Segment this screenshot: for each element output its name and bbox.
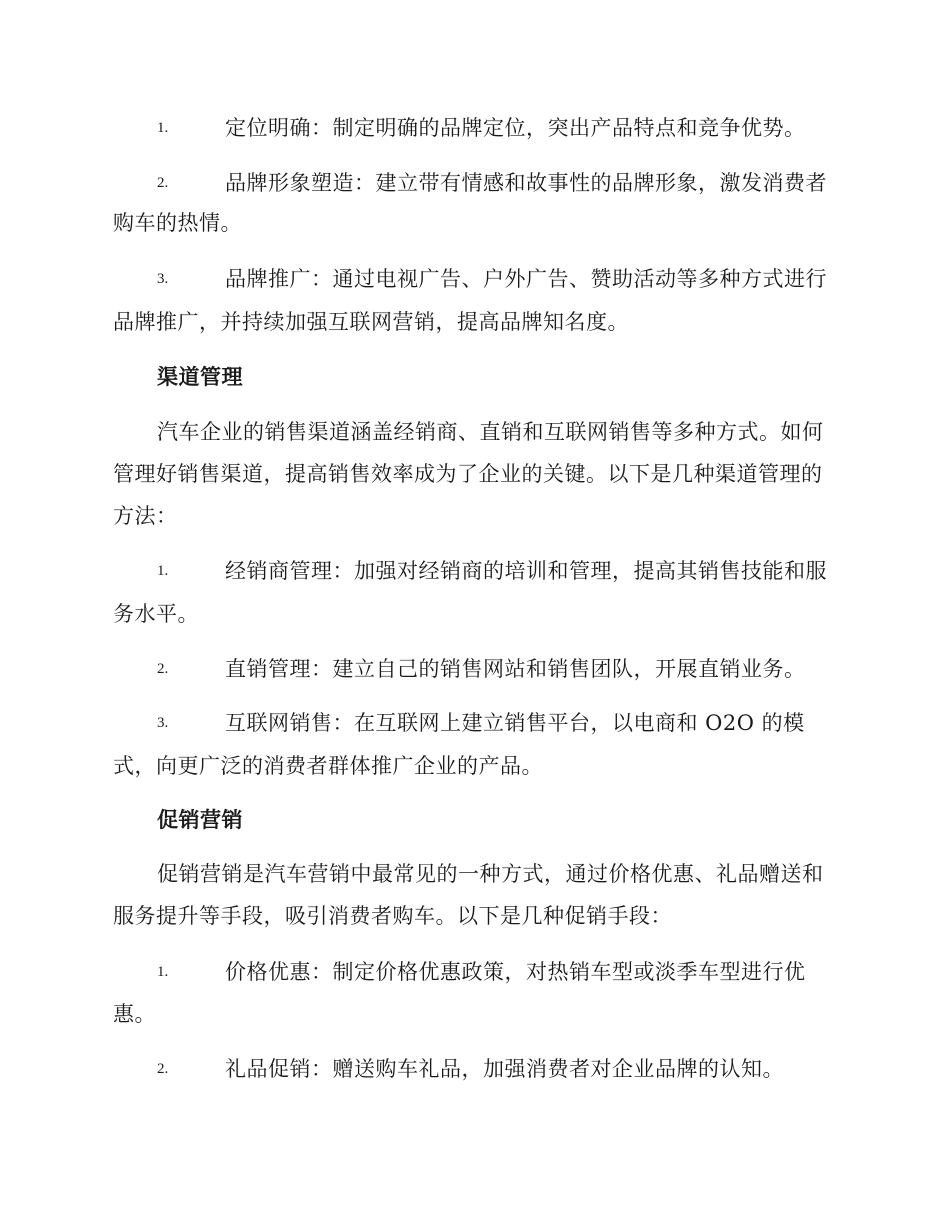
list-item-text: 礼品促销：赠送购车礼品，加强消费者对企业品牌的认知。 — [225, 1057, 784, 1081]
list-number: 2. — [157, 175, 169, 191]
list-number: 2. — [157, 1061, 169, 1077]
list-item-text-continued: 购车的热情。 — [113, 211, 242, 235]
paragraph-line: 服务提升等手段，吸引消费者购车。以下是几种促销手段： — [113, 904, 672, 928]
list-number: 1. — [157, 964, 169, 980]
list-item-text: 直销管理：建立自己的销售网站和销售团队，开展直销业务。 — [225, 657, 806, 681]
paragraph-line: 汽车企业的销售渠道涵盖经销商、直销和互联网销售等多种方式。如何 — [157, 420, 824, 444]
list-item-text: 价格优惠：制定价格优惠政策，对热销车型或淡季车型进行优 — [225, 960, 806, 984]
list-item-text: 品牌推广：通过电视广告、户外广告、赞助活动等多种方式进行 — [225, 267, 827, 291]
list-item-text: 定位明确：制定明确的品牌定位，突出产品特点和竞争优势。 — [225, 116, 806, 140]
section-heading: 促销营销 — [157, 807, 243, 832]
paragraph-line: 方法： — [113, 504, 178, 528]
list-number: 1. — [157, 563, 169, 579]
list-item-text: 经销商管理：加强对经销商的培训和管理，提高其销售技能和服 — [225, 559, 827, 583]
list-number: 1. — [157, 120, 169, 136]
list-item-text-continued: 务水平。 — [113, 602, 199, 626]
list-item-text-continued: 品牌推广，并持续加强互联网营销，提高品牌知名度。 — [113, 310, 629, 334]
paragraph-line: 促销营销是汽车营销中最常见的一种方式，通过价格优惠、礼品赠送和 — [157, 862, 824, 886]
list-number: 3. — [157, 271, 169, 287]
list-number: 2. — [157, 661, 169, 677]
list-item-text-continued: 式，向更广泛的消费者群体推广企业的产品。 — [113, 754, 543, 778]
list-item-text: 互联网销售：在互联网上建立销售平台，以电商和 O2O 的模 — [225, 711, 805, 735]
paragraph-line: 管理好销售渠道，提高销售效率成为了企业的关键。以下是几种渠道管理的 — [113, 462, 823, 486]
list-item-text: 品牌形象塑造：建立带有情感和故事性的品牌形象，激发消费者 — [225, 171, 827, 195]
list-number: 3. — [157, 715, 169, 731]
list-item-text-continued: 惠。 — [113, 1002, 156, 1026]
section-heading: 渠道管理 — [157, 364, 243, 389]
